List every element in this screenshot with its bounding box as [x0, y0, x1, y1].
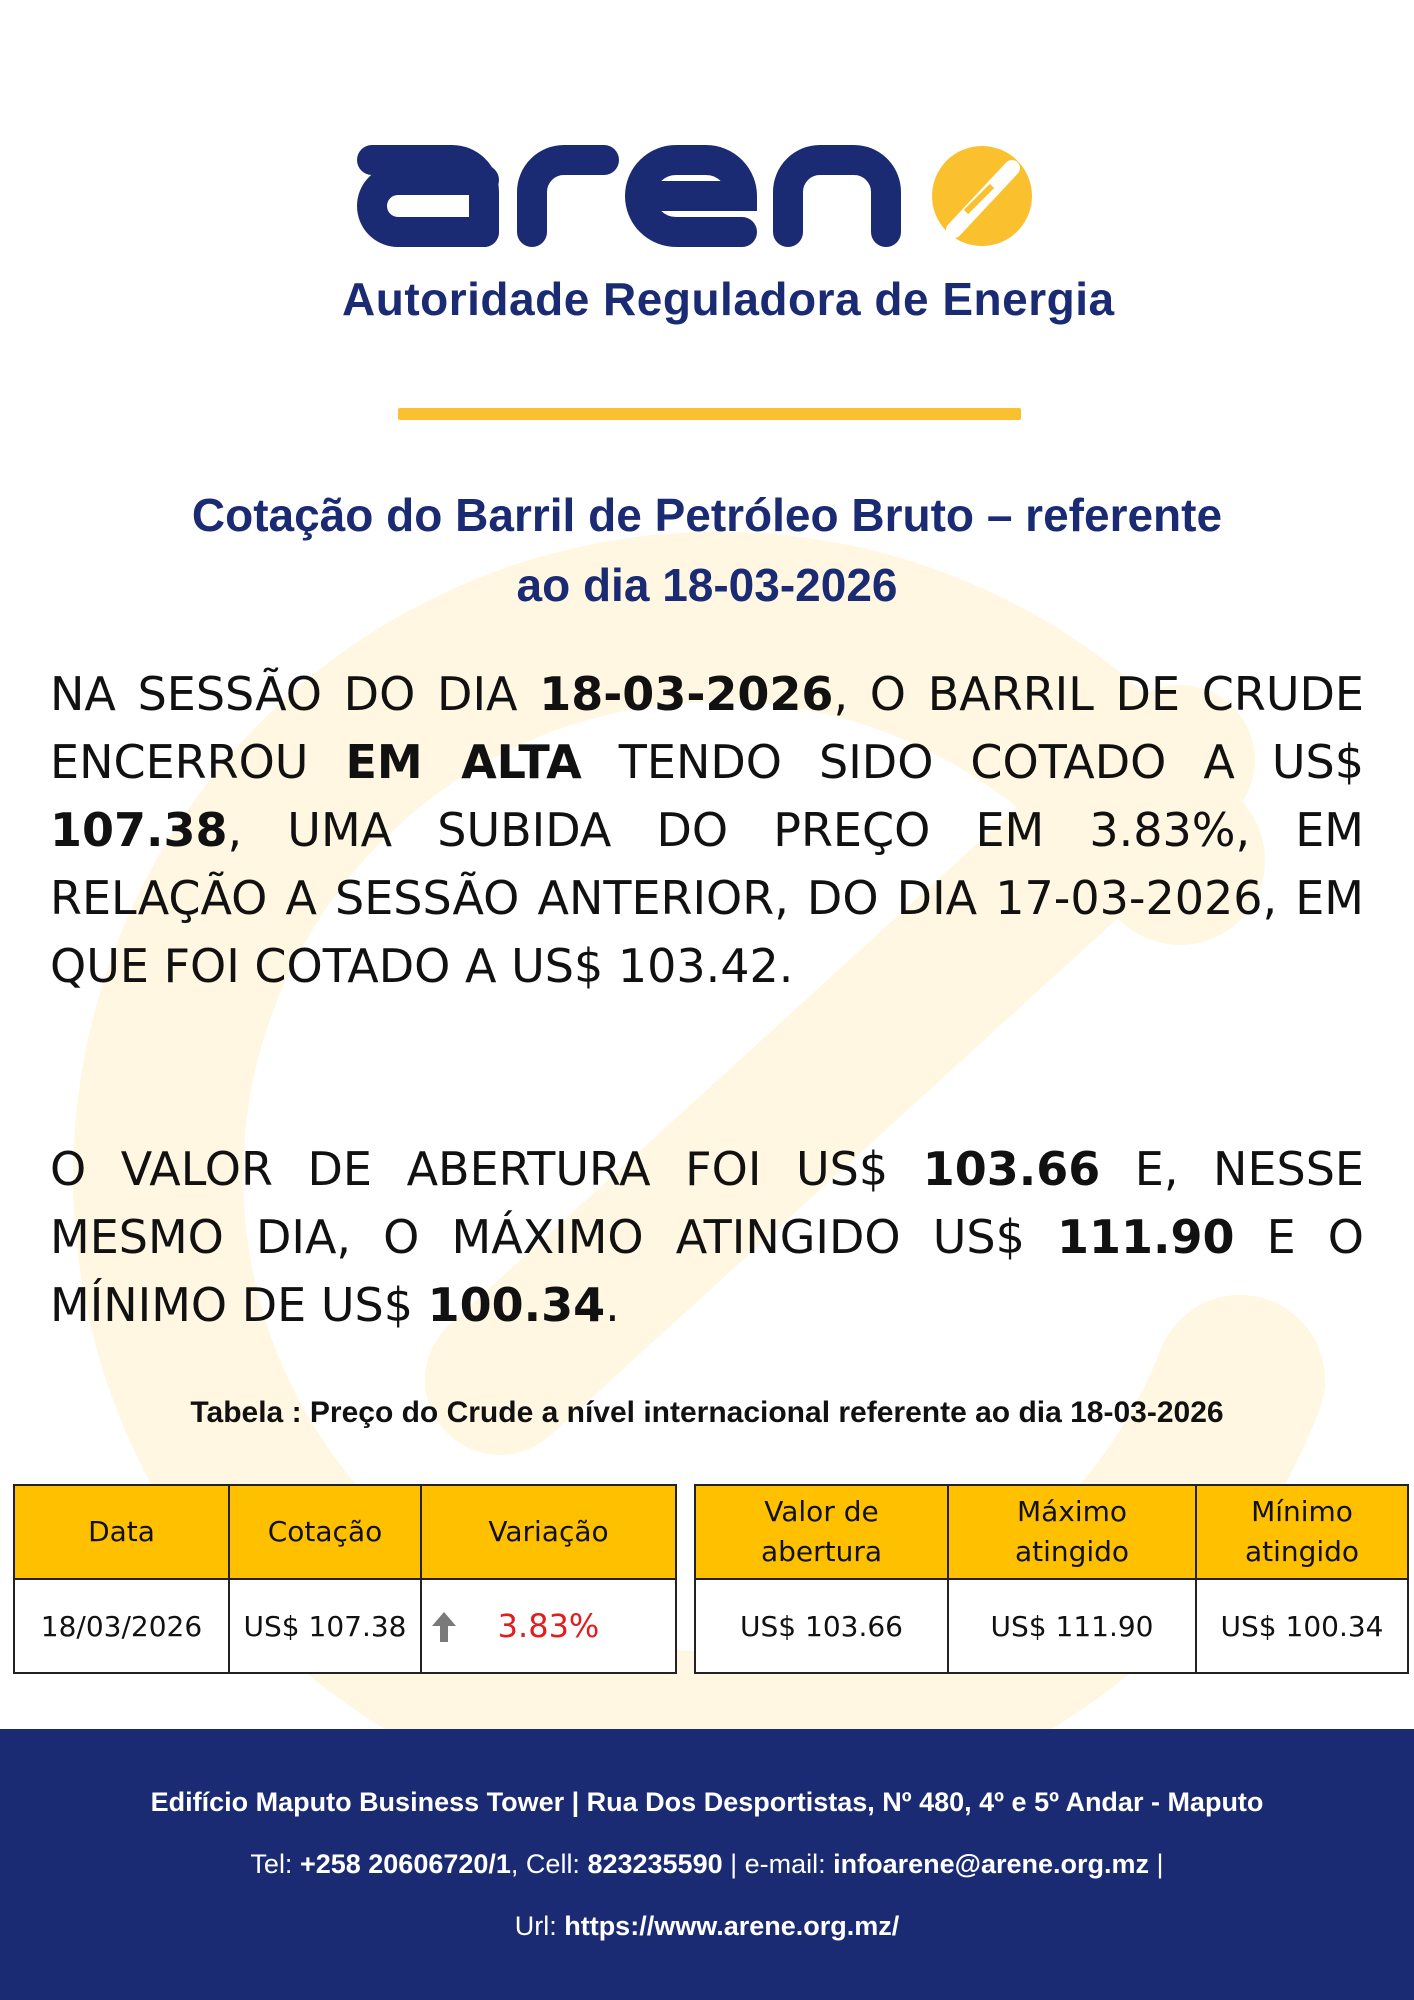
footer-phone[interactable]: +258 20606720/1 [299, 1849, 511, 1879]
header-data: Data [14, 1485, 229, 1579]
price-range-paragraph: O VALOR DE ABERTURA FOI US$ 103.66 E, NESSE MESMO DIA, O MÁXIMO ATINGIDO US$ 111.90 E O MÍNIMO DE US$ 100.34. [50, 1142, 1364, 1332]
quote-table [13, 1484, 677, 1674]
footer-url-link[interactable]: https://www.arene.org.mz/ [564, 1911, 900, 1941]
footer-cell[interactable]: 823235590 [587, 1849, 723, 1879]
table-caption: Tabela : Preço do Crude a nível internacional referente ao dia 18-03-2026 [190, 1396, 1224, 1429]
table-row [14, 1579, 676, 1673]
cell-variacao [421, 1579, 676, 1673]
header-minimo: Mínimo atingido [1196, 1485, 1408, 1579]
header-divider [398, 408, 1021, 420]
cell-maximo: US$ 111.90 [948, 1579, 1196, 1673]
footer-url: Url: https://www.arene.org.mz/ [514, 1911, 900, 1941]
footer [0, 1729, 1414, 2000]
cell-cotacao: US$ 107.38 [229, 1579, 421, 1673]
header-abertura: Valor de abertura [695, 1485, 948, 1579]
arrow-up-icon [430, 1610, 458, 1644]
table-header-row [14, 1485, 676, 1579]
variacao-value: 3.83% [497, 1607, 600, 1645]
header-variacao: Variação [421, 1485, 676, 1579]
cell-minimo: US$ 100.34 [1196, 1579, 1408, 1673]
cell-data: 18/03/2026 [14, 1579, 229, 1673]
table-header-row [695, 1485, 1408, 1579]
table-row [695, 1579, 1408, 1673]
header-cotacao: Cotação [229, 1485, 421, 1579]
footer-address: Edifício Maputo Business Tower | Rua Dos Desportistas, Nº 480, 4º e 5º Andar - Maputo [150, 1787, 1264, 1817]
range-table [694, 1484, 1409, 1674]
summary-paragraph: NA SESSÃO DO DIA 18-03-2026, O BARRIL DE CRUDE ENCERROU EM ALTA TENDO SIDO COTADO A US$ 107.38, UMA SUBIDA DO PREÇO EM 3.83%, EM RELAÇÃO A SESSÃO ANTERIOR, DO DIA 17-03-2026, EM QUE FOI COTADO A US$ 103.42. [50, 667, 1364, 993]
page-title: Cotação do Barril de Petróleo Bruto – referente ao dia 18-03-2026 [191, 489, 1223, 611]
header-maximo: Máximo atingido [948, 1485, 1196, 1579]
footer-contacts: Tel: +258 20606720/1, Cell: 823235590 | e-mail: infoarene@arene.org.mz | [250, 1849, 1164, 1879]
footer-email-link[interactable]: infoarene@arene.org.mz [833, 1849, 1150, 1879]
cell-abertura: US$ 103.66 [695, 1579, 948, 1673]
logo-subtitle: Autoridade Reguladora de Energia [342, 273, 1115, 325]
